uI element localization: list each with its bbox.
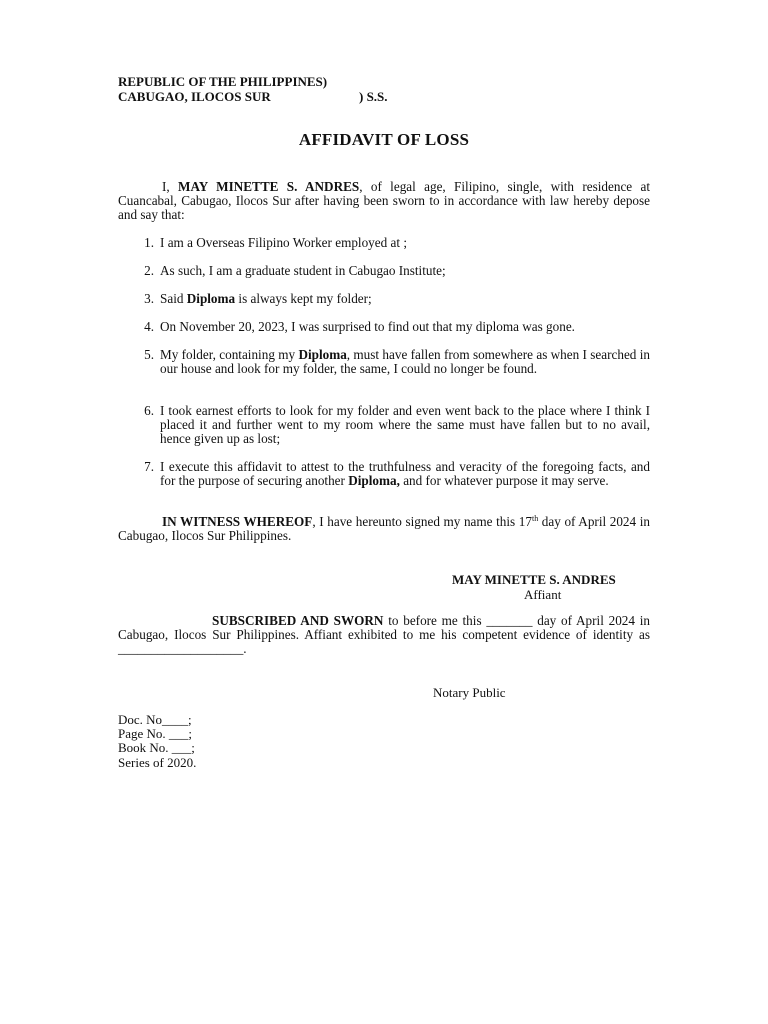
- intro-text: , of legal age, Filipino, single, with residence at Cuancabal, Cabugao, Ilocos Sur after having been sworn to in accordance with law hereby depose and say that:: [118, 179, 650, 222]
- statement-number: 6.: [144, 403, 154, 418]
- statement-number: 3.: [144, 291, 154, 306]
- statement-text: I took earnest efforts to look for my folder and even went back to the place where I think I placed it and further went to my room where the same must have fallen but to no avail, hence given up as lost;: [160, 403, 650, 446]
- intro-affiant-name: MAY MINETTE S. ANDRES: [178, 179, 360, 194]
- statement-text: I execute this affidavit to attest to the truthfulness and veracity of the foregoing facts, and for the purpose of securing another Diploma, and for whatever purpose it may serve.: [160, 459, 650, 488]
- intro-paragraph: [118, 180, 650, 222]
- series-year: Series of 2020.: [118, 754, 197, 770]
- notary-public-label: Notary Public: [433, 685, 506, 700]
- statement-text: I am a Overseas Filipino Worker employed at ;: [160, 235, 407, 250]
- page-number: Page No. ___;: [118, 726, 193, 742]
- diploma-emphasis: Diploma,: [348, 473, 400, 488]
- jurat-heading: SUBSCRIBED AND SWORN: [212, 613, 384, 628]
- venue-block: [118, 74, 388, 104]
- statement-number: 7.: [144, 459, 154, 474]
- affiant-name: MAY MINETTE S. ANDRES: [452, 572, 616, 587]
- ordinal-suffix: th: [531, 514, 539, 523]
- statement-text: Said Diploma is always kept my folder;: [160, 291, 372, 306]
- diploma-emphasis: Diploma: [298, 347, 347, 362]
- jurat-text: to before me this _______ day of April 2024 in Cabugao, Ilocos Sur Philippines. Affiant exhibited to me his competent evidence of identity as ___________________.: [118, 613, 651, 656]
- statement-number: 5.: [144, 347, 154, 362]
- book-number: Book No. ___;: [118, 740, 195, 756]
- statement-text: My folder, containing my Diploma, must have fallen from somewhere as when I searched in our house and look for my folder, the same, I could no longer be found.: [160, 347, 650, 376]
- doc-number: Doc. No____;: [118, 712, 192, 727]
- intro-lead: I,: [162, 179, 179, 194]
- statement-number: 2.: [144, 263, 154, 278]
- statement-number: 1.: [144, 235, 154, 250]
- witness-paragraph: IN WITNESS WHEREOF, I have hereunto signed my name this 17th day of April 2024 in Cabugao, Ilocos Sur Philippines.: [118, 514, 650, 543]
- document-title: AFFIDAVIT OF LOSS: [298, 130, 470, 149]
- notarial-register-block: [118, 713, 196, 770]
- affiant-label: Affiant: [524, 587, 562, 602]
- diploma-emphasis: Diploma: [186, 291, 236, 306]
- statement-text: On November 20, 2023, I was surprised to find out that my diploma was gone.: [160, 319, 575, 334]
- statement-number: 4.: [144, 319, 154, 334]
- witness-heading: IN WITNESS WHEREOF: [162, 514, 313, 529]
- venue-line-republic: REPUBLIC OF THE PHILIPPINES): [118, 74, 328, 89]
- venue-line-municipality: CABUGAO, ILOCOS SUR: [118, 89, 271, 104]
- venue-ss: ) S.S.: [359, 89, 388, 104]
- statement-text: As such, I am a graduate student in Cabugao Institute;: [160, 263, 446, 278]
- jurat-paragraph: [118, 614, 650, 656]
